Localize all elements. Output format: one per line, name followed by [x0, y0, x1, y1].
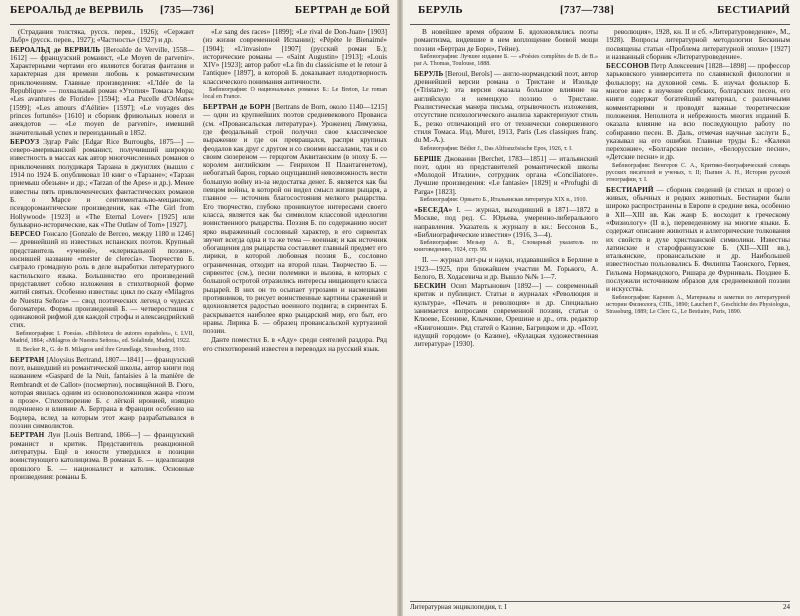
entry-headword: БЕРУЛЬ	[414, 69, 444, 78]
entry-body: I. — журнал, выходивший в 1871—1872 в Москве, под ред. С. Юрьева, умеренно-либерального направления. Указатель к журналу в кн.: Бессонов Б., «Библиографические известия» (1916, 3—4).	[414, 206, 598, 239]
encyclopedia-entry	[10, 230, 194, 330]
entry-headword: БЕСКИН	[414, 282, 447, 291]
left-page-header	[10, 4, 390, 22]
entry-body: — сборник сведений (в стихах и прозе) о живых, обычных и редких животных. Бестиарии были широко распространены в Европе в средние века, особенно в XII—XIII вв. Как жанр Б. восходит к греческому «Физиологу» (II в.), переведенному на многие языки. Б. содержат описание животных и аллегорические толкования их свойств в духе христианской символики. Известны латинские и старофранцузские Б. (XII—XIII вв.), итальянские, провансальские и др. Наибольшей известностью пользовались Б. Филиппа Таонского, Гервея, Гильома Нормандского, Ришара де Фурниваль. Позднее Б. послужили источником образов для средневековой поэзии и искусства.	[606, 185, 790, 294]
bibliography-note: Библиография: Лучшее издание Б. — «Poésies complètes de B. de B.» par A. Thomas, Toulouse, 1888.	[414, 53, 598, 67]
entry-headword: БЕРТРАН	[10, 431, 45, 440]
entry-headword: БЕСТИАРИЙ	[606, 185, 654, 194]
paragraph: «Le sang des races» [1899]; «Le rival de Don-Juan» [1903] (из жизни современной Испании); «Pépète le Bienaimé» [1904]; «L'invasion» [1907] (русский роман Б.); исторические романы — «Saint Augustin» [1913]; «Louis XIV» [1923]; автор работ «La fin du classicisme et le retour à l'antique» [1897], в которой Б. доказывает плодотворность классического понимания античности.	[203, 28, 387, 86]
book-gutter	[397, 0, 403, 616]
entry-body: Джованни [Berchet, 1783—1851] — итальянский поэт, один из представителей романтической школы «Молодой Италии», сотрудник органа «Conciliatore». Лучшие произведения: «Le fantasie» [1829] и «Profughi di Parga» [1823].	[414, 154, 598, 196]
entry-body: [Bertrans de Born, около 1140—1215] — один из крупнейших поэтов средневекового Прованса (см. «Провансальская литература»). Уроженец Лимузена, где феодальный строй получил свое классическое выражение и где он превращался, распри крупных феодалов как друг с другом и со своими вассалами, так и со своим сюзереном — герцогом Аквитанским (в эпоху Б. — королем английским — Генрихом II Плантагенетом), небогатый барон, горько ощущавший невозможность вести большую войну из-за недостатка денег. Б. является как бы певцом войны, в которой он видел смысл жизни рыцаря, а главное — источник благосостояния мелкого рыцарства. Его творчество, глубоко проникнутое интересами своего класса, является как бы символом классовой идеологии воинственного рыцарства. Поэзия Б. по содержанию носит ярко выраженный сословный характер, в его сирвентах звучит всегда одна и та же тема — военная; и как источник обогащения для рыцарства составляет главный предмет его лирики, в которой любовная поэзия Б., сословно ограниченная, отходит на второй план. Творчество Б. — сирвентес (см.), песни полемики и вызова, в которых с большой остротой отразились интересы нищающего класса рыцарей. В них он то осыпает угрозами и насмешками противников, то рисует воинственные картины сражений и вдохновляется радостью военного подвига; в сирвентах Б. раскрывается наиболее ярко рыцарский мир, его быт, его нравы. Лирика Б. — образец провансальской куртуазной поэзии.	[203, 103, 387, 336]
left-header-center: [735—736]	[160, 4, 215, 16]
entry-headword: БЕРОАЛЬД де ВЕРВИЛЬ	[10, 45, 101, 54]
entry-headword: БЕРСЕО	[10, 230, 41, 239]
entry-headword: БЕРШЕ	[414, 154, 442, 163]
entry-body: [Aloysius Bertrand, 1807—1841] — французский поэт, вышедший из романтической школы, автор книги под названием «Gaspard de la Nuit, fantaisies à la manière de Rembrandt et de Callot» (посмертно), посвящённой В. Гюго, которая явилась одним из основоположников жанра «поэм в прозе». Стихотворение Б. с лёгкой иронией, изящно подчинено и влияние А. Бертрана в Франции особенно на Бодлера, вслед за которым этот жанр разрабатывался в поэзии символистов.	[10, 355, 194, 431]
left-header-left: БЕРОАЛЬД де ВЕРВИЛЬ	[10, 4, 144, 16]
right-page	[400, 0, 800, 616]
encyclopedia-entry	[10, 356, 194, 431]
entry-headword: БЕРТРАН де БОРН	[203, 103, 271, 112]
right-header-center: [737—738]	[560, 4, 615, 16]
paragraph: II. — журнал лит-ры и науки, издававшийся в Берлине в 1923—1925, при ближайшем участии М. Горького, А. Белого, В. Ходасевича и др. Вышло №№ 1—7.	[414, 256, 598, 281]
left-header-right: БЕРТРАН де БОЙ	[294, 4, 390, 16]
left-col-1	[10, 28, 194, 608]
paragraph: Данте поместил Б. в «Аду» среди сеятелей раздора. Ряд его стихотворений известен в переводах на русский язык.	[203, 336, 387, 353]
right-header-right: БЕСТИАРИЙ	[717, 4, 790, 16]
encyclopedia-entry	[203, 103, 387, 335]
bibliography-note: Библиография: Венгеров С. А., Критико-биографический словарь русских писателей и ученых, т. II; Пыпин А. Н., История русской этнографии, т. I.	[606, 162, 790, 183]
left-header-rule	[10, 24, 390, 25]
encyclopedia-entry	[10, 431, 194, 481]
bibliography-note: Библиография: Bédier J., Das Altfranzösische Epos, 1926, т. I.	[420, 145, 573, 152]
encyclopedia-entry	[606, 62, 790, 162]
entry-body: [Beroalde de Verville, 1558—1612] — французский романист, «Le Moyen de parvenir». Характерными чертами его являются богатая фантазия и характерная для времени любовь к романтическим приключениям. Главные произведения: «L'Idée de la Republique» — похвальный роман «Утопия» Томаса Мора; «Les avantures de Floride» [1594]; «La Pucelle d'Orléans» [1599]; «Les amours d'Aélitie» [1597]; «Le voyages des princes fortunés» [1610] и сборник фривольных новелл и анекдотов — «Le moyen de parvenir», имевший значительный успех и переизданный в 1852.	[10, 45, 194, 137]
entry-body: Петр Алексеевич [1828—1898] — профессор харьковского университета по славянской филологии и фольклору; на духовной семь. Б. изучал фольклор Б. многое внес в изучение сербских, болгарских песен, его книги содержат богатейший материал, с различными комментариями и проводят важные теоретические положения. Неполнота и небрежность многих изданий Б. оказала влияние на всю последующую работу по собиранию песен. В. Даль, отмечая научные заслуги Б., указывал на его ошибки. Главные труды Б.: «Калеки перехожие», «Болгарские песни», «Белорусские песни», «Детские песни» и др.	[606, 62, 790, 162]
encyclopedia-entry	[414, 282, 598, 348]
entry-body: Осип Мартынович [1892—] — современный критик и публицист. Статьи в журналах «Революция и культура», «Печать и революция» и др. Специально занимается вопросами современной поэзии, статьи о Клюеве, Есенине, Клычкове, Орешине и др., отв. редактор «Книгоноши». Ряд статей о Казине, Багрицком и др. «Поэт, идущий городом» (о Казине), «Кулацкая художественная литература» [1930].	[414, 282, 598, 349]
right-header-left: БЕРУЛЬ	[418, 4, 463, 16]
bibliography-note: Библиография: О национальных романах Б.: Le Breton, Le roman local en France.	[203, 87, 387, 101]
entry-body: Гонсало [Gonzalo de Berceo, между 1180 и 1246] — древнейший из известных испанских поэтов. Крупный представитель «ученой», «клерикальной поэзии», носившей название «mester de clerecía». Творчество Б. сыграло громадную роль в деле выработки литературного кастильского языка. Большинство его произведений представляет собою изложения в стихотворной форме житий святых. Особенно известны: цикл по сказу «Milagros de Nuestra Señora» — свод поэтических легенд о чудесах богоматери. Формы произведений Б. — четверостишия с одинаковой рифмой для каждой строфы и александрийский стих.	[10, 230, 194, 330]
encyclopedia-entry	[414, 155, 598, 196]
entry-body: [Beroul, Berols] — англо-нормандский поэт, автор древнейшей версии романа о Тристане и Изольде («Tristan»); эта версия оказала большое влияние на английскую и немецкую поэзию о Тристане. Реалистическая манера письма, отрывочность изложения, отсутствие психологического анализа характеризуют стиль Б., резко отличающий его от технически совершенного стиля Томаса. Изд. Muret, 1913, Paris (Les classiques franç. du M.-A.).	[414, 69, 598, 145]
entry-headword: «БЕСЕДА»	[414, 206, 453, 215]
right-header-rule	[410, 24, 790, 25]
entry-headword: БЕРТРАН	[10, 355, 45, 364]
encyclopedia-entry	[414, 70, 598, 145]
bibliography-note: II. Becker R., G. de B. Milagros und ihre Grundlage, Strassburg, 1910.	[16, 346, 187, 353]
bibliography-note: Библиография: I. Poesías. «Biblioteca de autores españoles», t. LVII, Madrid, 1864; «Milagros de Nuestra Señora», ed. Solalinde, Madrid, 1922.	[10, 330, 194, 344]
encyclopedia-entry	[10, 46, 194, 137]
paragraph: (Страдания толстяка, русск. перев., 1926); «Сержант Льбр» (русск. перев., 1927); «Частность» (1927) и др.	[10, 28, 194, 45]
right-page-header	[410, 4, 790, 22]
paragraph: В новейшее время образом Б. вдохновлялись поэты романтизма, видевшие в нем воплощение боевой мощи поэзии «Бертран де Борн», Гейне).	[414, 28, 598, 53]
footer-page-number: 24	[783, 603, 790, 611]
footer-left: Литературная энциклопедия, т. I	[410, 603, 507, 611]
encyclopedia-entry	[606, 186, 790, 294]
bibliography-note: Библиография: Орвьето Б., Итальянская литература XIX в., 1910.	[420, 197, 588, 204]
encyclopedia-entry	[414, 206, 598, 239]
right-page-footer	[410, 601, 790, 612]
bibliography-note: Библиография: Мезьер А. В., Словарный указатель по книговедению, 1924, стр. 99.	[414, 240, 598, 254]
left-col-2	[203, 28, 387, 608]
right-col-2	[606, 28, 790, 608]
entry-body: Эдгар Райс [Edgar Rice Burroughs, 1875—] — северо-американский романист, получивший широкую известность в массах как автор многочисленных романов о приключениях полудикаря Тарзана в джунглях (вышло с 1914 по 1924 Б. опубликовал 10 книг о «Тарзане»; «Тарзан приемыш обезьян» и др.; «Tarzan of the Apes» и др.). Менее известны пять приключенческих фантастических романов Б. о Марсе и сентиментально-мещанские, псевдоромантические произведения, как «The Girl from Hollywood» [1923] и «The Eternal Lover» [1925] или бульварно-исторические, как «The Outlaw of Torn» [1927].	[10, 137, 194, 229]
encyclopedia-entry	[10, 138, 194, 229]
entry-body: Луи [Louis Bertrand, 1866—] — французский романист и критик. Представитель реакционной литературы. Ещё в юности утвердился в позиции воинствующего католицизма. В романах Б. — идеализация прошлого Б. — националист и католик. Основные произведения: романы Б.	[10, 431, 194, 481]
entry-headword: БЕРОУЗ	[10, 137, 40, 146]
entry-headword: БЕССОНОВ	[606, 62, 650, 71]
bibliography-note: Библиография: Карнеев А., Материалы и заметки по литературной истории Физиолога, СПБ., 1890; Lauchert F., Geschichte des Physiologus, Strassburg, 1889; Le Clerc G., Le Bestiaire, Paris, 1890.	[606, 294, 790, 315]
right-col-1	[414, 28, 598, 608]
paragraph: революция», 1928, кн. II и сб. «Литературоведение», М., 1928). Вопросы литературной методологии Бескиным посвящены статьи «Проблема литературной эпохи» [1927] и названный сборник «Литературоведение».	[606, 28, 790, 61]
